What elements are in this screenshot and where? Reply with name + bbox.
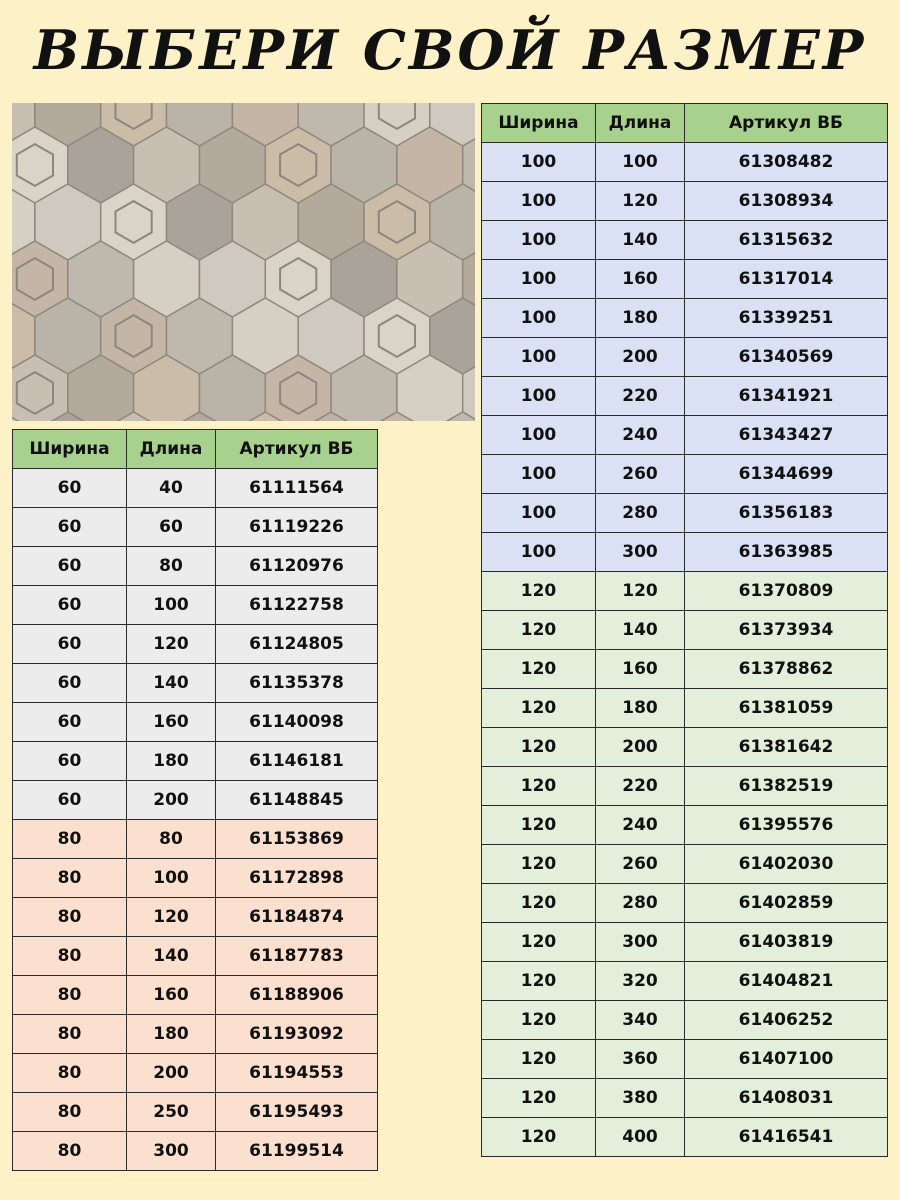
cell-article: 61341921 <box>685 377 888 416</box>
cell-width: 120 <box>482 650 596 689</box>
cell-length: 160 <box>127 976 216 1015</box>
cell-article: 61402859 <box>685 884 888 923</box>
cell-length: 200 <box>127 781 216 820</box>
cell-length: 140 <box>596 611 685 650</box>
table-row <box>482 1079 888 1118</box>
cell-article: 61344699 <box>685 455 888 494</box>
cell-length: 320 <box>596 962 685 1001</box>
cell-width: 120 <box>482 1079 596 1118</box>
cell-width: 100 <box>482 416 596 455</box>
cell-article: 61187783 <box>216 937 378 976</box>
column-header-width: Ширина <box>482 104 596 143</box>
cell-length: 240 <box>596 806 685 845</box>
cell-width: 120 <box>482 767 596 806</box>
cell-length: 280 <box>596 494 685 533</box>
cell-width: 100 <box>482 299 596 338</box>
cell-width: 100 <box>482 260 596 299</box>
cell-length: 180 <box>596 299 685 338</box>
table-row <box>482 845 888 884</box>
cell-width: 80 <box>13 1132 127 1171</box>
cell-article: 61308934 <box>685 182 888 221</box>
cell-width: 60 <box>13 508 127 547</box>
cell-length: 100 <box>127 586 216 625</box>
table-row <box>482 260 888 299</box>
cell-article: 61140098 <box>216 703 378 742</box>
cell-article: 61146181 <box>216 742 378 781</box>
table-row <box>13 586 378 625</box>
cell-article: 61407100 <box>685 1040 888 1079</box>
table-header-row <box>482 104 888 143</box>
cell-length: 40 <box>127 469 216 508</box>
table-row <box>482 182 888 221</box>
cell-length: 200 <box>596 338 685 377</box>
cell-width: 100 <box>482 338 596 377</box>
cell-length: 120 <box>596 182 685 221</box>
cell-width: 100 <box>482 377 596 416</box>
cell-article: 61120976 <box>216 547 378 586</box>
cell-length: 160 <box>596 650 685 689</box>
column-header-length: Длина <box>127 430 216 469</box>
hexagon-tile-pattern-image <box>12 103 475 421</box>
cell-length: 360 <box>596 1040 685 1079</box>
cell-article: 61381642 <box>685 728 888 767</box>
cell-length: 250 <box>127 1093 216 1132</box>
cell-length: 400 <box>596 1118 685 1157</box>
table-row <box>482 728 888 767</box>
table-row <box>482 806 888 845</box>
cell-article: 61343427 <box>685 416 888 455</box>
table-row <box>13 1132 378 1171</box>
table-row <box>13 1054 378 1093</box>
cell-article: 61308482 <box>685 143 888 182</box>
cell-article: 61340569 <box>685 338 888 377</box>
cell-length: 200 <box>127 1054 216 1093</box>
cell-width: 120 <box>482 1118 596 1157</box>
cell-length: 140 <box>127 664 216 703</box>
table-row <box>482 767 888 806</box>
cell-article: 61124805 <box>216 625 378 664</box>
cell-article: 61404821 <box>685 962 888 1001</box>
cell-width: 80 <box>13 820 127 859</box>
cell-length: 140 <box>596 221 685 260</box>
cell-length: 140 <box>127 937 216 976</box>
cell-width: 120 <box>482 845 596 884</box>
table-row <box>13 664 378 703</box>
cell-width: 80 <box>13 859 127 898</box>
cell-length: 120 <box>596 572 685 611</box>
cell-article: 61406252 <box>685 1001 888 1040</box>
cell-width: 120 <box>482 611 596 650</box>
cell-width: 100 <box>482 221 596 260</box>
table-row <box>482 572 888 611</box>
table-row <box>13 703 378 742</box>
cell-width: 60 <box>13 547 127 586</box>
table-row <box>13 937 378 976</box>
table-row <box>482 884 888 923</box>
table-row <box>13 820 378 859</box>
table-row <box>482 299 888 338</box>
cell-width: 120 <box>482 1001 596 1040</box>
table-row <box>482 962 888 1001</box>
cell-length: 180 <box>127 742 216 781</box>
table-row <box>13 742 378 781</box>
cell-width: 80 <box>13 976 127 1015</box>
cell-article: 61193092 <box>216 1015 378 1054</box>
table-row <box>13 1093 378 1132</box>
table-row <box>482 455 888 494</box>
cell-width: 120 <box>482 923 596 962</box>
cell-article: 61403819 <box>685 923 888 962</box>
cell-length: 380 <box>596 1079 685 1118</box>
size-table-left <box>12 429 378 1171</box>
table-row <box>482 1040 888 1079</box>
table-row <box>482 1118 888 1157</box>
cell-length: 260 <box>596 845 685 884</box>
cell-width: 60 <box>13 742 127 781</box>
cell-width: 60 <box>13 664 127 703</box>
cell-article: 61172898 <box>216 859 378 898</box>
cell-length: 300 <box>596 923 685 962</box>
cell-length: 180 <box>127 1015 216 1054</box>
cell-width: 100 <box>482 182 596 221</box>
table-row <box>13 781 378 820</box>
cell-width: 120 <box>482 689 596 728</box>
cell-length: 280 <box>596 884 685 923</box>
table-row <box>482 377 888 416</box>
cell-width: 120 <box>482 1040 596 1079</box>
table-row <box>482 1001 888 1040</box>
cell-article: 61339251 <box>685 299 888 338</box>
cell-length: 120 <box>127 625 216 664</box>
table-row <box>13 859 378 898</box>
cell-length: 220 <box>596 767 685 806</box>
cell-length: 260 <box>596 455 685 494</box>
cell-article: 61122758 <box>216 586 378 625</box>
size-table-right <box>481 103 888 1157</box>
table-row <box>13 547 378 586</box>
cell-length: 300 <box>127 1132 216 1171</box>
cell-length: 220 <box>596 377 685 416</box>
cell-width: 80 <box>13 1093 127 1132</box>
table-row <box>482 650 888 689</box>
cell-article: 61402030 <box>685 845 888 884</box>
table-row <box>13 1015 378 1054</box>
cell-length: 80 <box>127 820 216 859</box>
cell-width: 60 <box>13 586 127 625</box>
cell-width: 80 <box>13 898 127 937</box>
cell-article: 61382519 <box>685 767 888 806</box>
cell-width: 120 <box>482 962 596 1001</box>
cell-article: 61356183 <box>685 494 888 533</box>
cell-length: 180 <box>596 689 685 728</box>
cell-article: 61395576 <box>685 806 888 845</box>
cell-article: 61317014 <box>685 260 888 299</box>
cell-width: 120 <box>482 884 596 923</box>
cell-width: 120 <box>482 572 596 611</box>
cell-article: 61148845 <box>216 781 378 820</box>
column-header-width: Ширина <box>13 430 127 469</box>
cell-length: 300 <box>596 533 685 572</box>
cell-article: 61195493 <box>216 1093 378 1132</box>
cell-article: 61199514 <box>216 1132 378 1171</box>
table-row <box>13 508 378 547</box>
cell-width: 80 <box>13 1015 127 1054</box>
cell-length: 160 <box>127 703 216 742</box>
cell-article: 61381059 <box>685 689 888 728</box>
cell-article: 61111564 <box>216 469 378 508</box>
table-row <box>13 469 378 508</box>
table-row <box>482 533 888 572</box>
cell-width: 60 <box>13 703 127 742</box>
cell-width: 100 <box>482 494 596 533</box>
table-header-row <box>13 430 378 469</box>
cell-article: 61184874 <box>216 898 378 937</box>
cell-article: 61119226 <box>216 508 378 547</box>
cell-width: 100 <box>482 143 596 182</box>
cell-width: 100 <box>482 533 596 572</box>
cell-length: 80 <box>127 547 216 586</box>
cell-width: 60 <box>13 469 127 508</box>
cell-article: 61373934 <box>685 611 888 650</box>
table-row <box>13 976 378 1015</box>
cell-width: 60 <box>13 625 127 664</box>
table-row <box>13 625 378 664</box>
cell-length: 100 <box>127 859 216 898</box>
cell-length: 160 <box>596 260 685 299</box>
cell-article: 61363985 <box>685 533 888 572</box>
cell-length: 240 <box>596 416 685 455</box>
table-row <box>482 338 888 377</box>
table-row <box>482 923 888 962</box>
cell-article: 61416541 <box>685 1118 888 1157</box>
page-title: ВЫБЕРИ СВОЙ РАЗМЕР <box>33 18 867 82</box>
cell-width: 60 <box>13 781 127 820</box>
table-row <box>482 416 888 455</box>
cell-article: 61378862 <box>685 650 888 689</box>
cell-length: 120 <box>127 898 216 937</box>
table-row <box>482 494 888 533</box>
column-header-article: Артикул ВБ <box>216 430 378 469</box>
cell-length: 200 <box>596 728 685 767</box>
cell-article: 61135378 <box>216 664 378 703</box>
cell-article: 61408031 <box>685 1079 888 1118</box>
table-row <box>482 689 888 728</box>
cell-article: 61370809 <box>685 572 888 611</box>
cell-width: 100 <box>482 455 596 494</box>
cell-width: 120 <box>482 806 596 845</box>
column-header-length: Длина <box>596 104 685 143</box>
cell-length: 60 <box>127 508 216 547</box>
cell-width: 120 <box>482 728 596 767</box>
cell-width: 80 <box>13 1054 127 1093</box>
cell-article: 61315632 <box>685 221 888 260</box>
table-row <box>482 221 888 260</box>
cell-article: 61194553 <box>216 1054 378 1093</box>
table-row <box>482 143 888 182</box>
cell-length: 100 <box>596 143 685 182</box>
column-header-article: Артикул ВБ <box>685 104 888 143</box>
cell-article: 61188906 <box>216 976 378 1015</box>
cell-width: 80 <box>13 937 127 976</box>
table-row <box>13 898 378 937</box>
table-row <box>482 611 888 650</box>
cell-article: 61153869 <box>216 820 378 859</box>
cell-length: 340 <box>596 1001 685 1040</box>
